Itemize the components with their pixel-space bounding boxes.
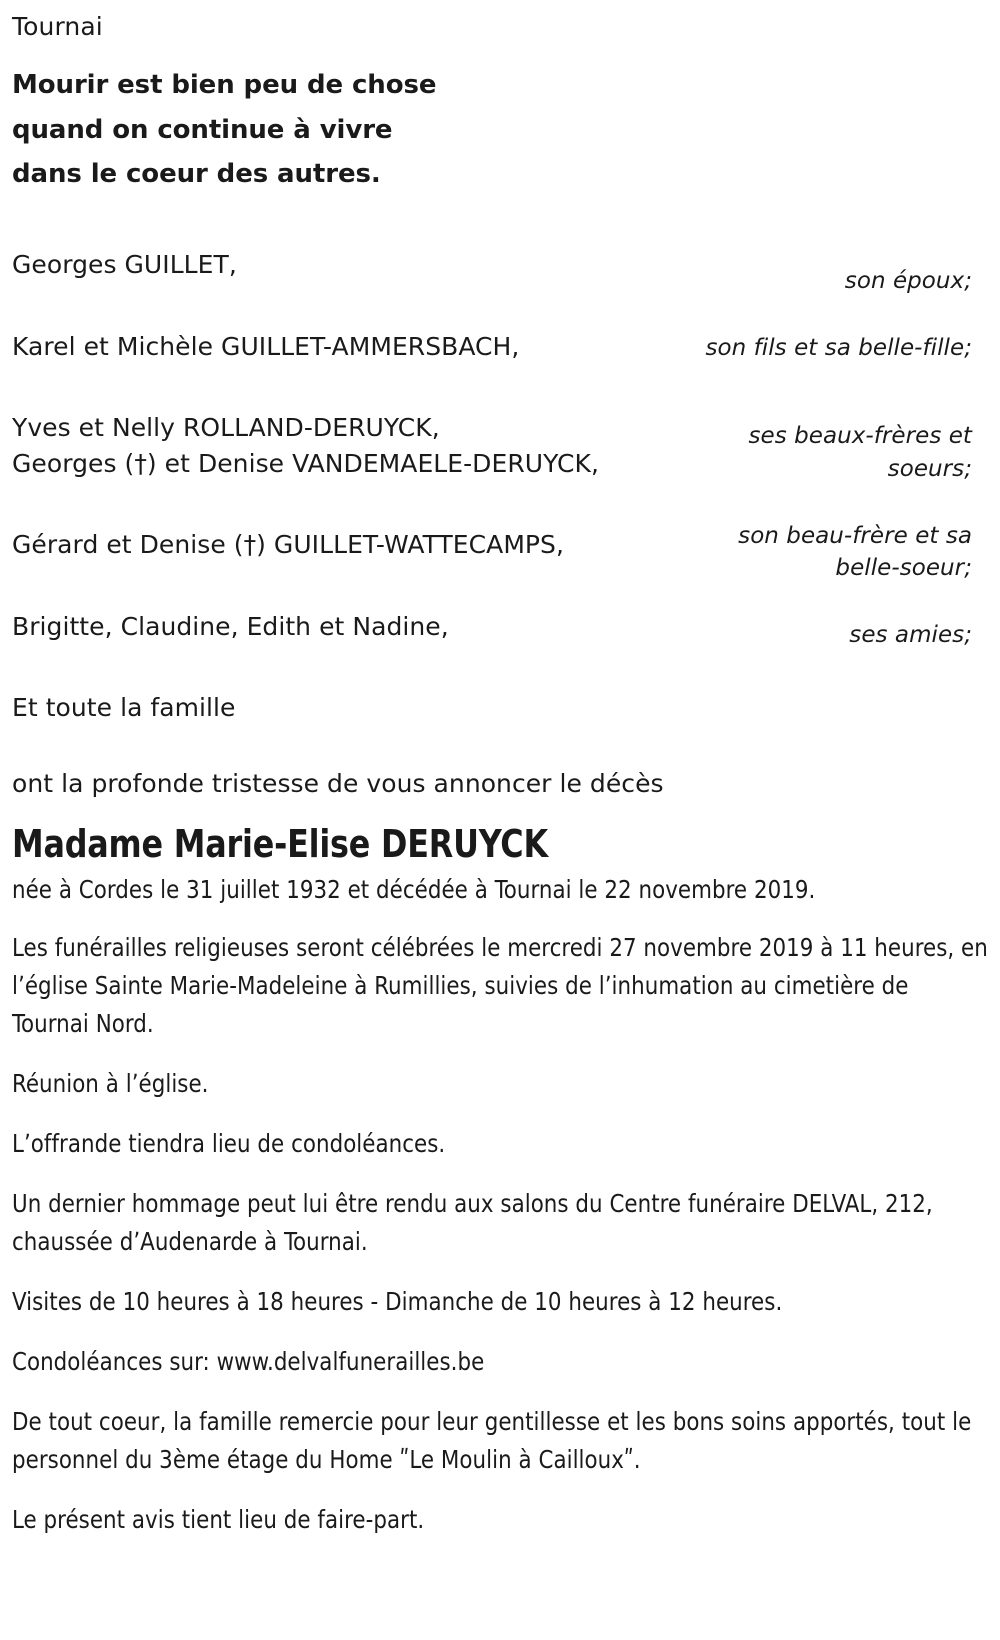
family-name-line: Georges GUILLET,	[12, 250, 237, 280]
relation-label: son beau-frère et sa belle-soeur;	[738, 522, 972, 582]
locality-label: Tournai	[12, 12, 103, 41]
family-name-line: Gérard et Denise (†) GUILLET-WATTECAMPS,	[12, 530, 564, 560]
epigraph-line-3: dans le coeur des autres.	[12, 159, 381, 190]
family-name-line: Brigitte, Claudine, Edith et Nadine,	[12, 611, 449, 641]
visiting-hours: Visites de 10 heures à 18 heures - Dimanche de 10 heures à 12 heures.	[12, 1287, 783, 1317]
family-section	[12, 243, 972, 726]
family-name-line: Karel et Michèle GUILLET-AMMERSBACH,	[12, 331, 520, 361]
relation-label: ses beaux-frères et soeurs;	[748, 423, 972, 483]
family-name-line: Georges (†) et Denise VANDEMAELE-DERUYCK,	[12, 448, 599, 478]
deceased-name: Madame Marie-Elise DERUYCK	[12, 821, 548, 866]
relation-label: son fils et sa belle-fille;	[705, 334, 972, 361]
epigraph-line-2: quand on continue à vivre	[12, 114, 393, 145]
birth-death-line: née à Cordes le 31 juillet 1932 et décédée à Tournai le 22 novembre 2019.	[12, 875, 816, 905]
condolences-link[interactable]: Condoléances sur: www.delvalfunerailles.be	[12, 1347, 485, 1377]
thanks-message: De tout coeur, la famille remercie pour leur gentillesse et les bons soins apportés, tout le personnel du 3ème étage du Home ʺLe Moulin à Caillouxʺ.	[12, 1407, 972, 1475]
offering-note: Lʼoffrande tiendra lieu de condoléances.	[12, 1129, 446, 1159]
relation-label: ses amies;	[849, 622, 972, 649]
announcement-intro: ont la profonde tristesse de vous annoncer le décès	[12, 768, 664, 798]
family-name-line: Et toute la famille	[12, 693, 236, 723]
funeral-details: Les funérailles religieuses seront célébrées le mercredi 27 novembre 2019 à 11 heures, en lʼéglise Sainte Marie-Madeleine à Rumillies, suivies de lʼinhumation au cimetière de Tournai Nord.	[12, 933, 988, 1039]
name-group	[12, 690, 652, 726]
family-name-line: Yves et Nelly ROLLAND-DERUYCK,	[12, 413, 440, 443]
name-group	[12, 609, 652, 645]
name-group	[12, 527, 652, 563]
tribute-location: Un dernier hommage peut lui être rendu aux salons du Centre funéraire DELVAL, 212, chaussée dʼAudenarde à Tournai.	[12, 1189, 933, 1257]
name-group	[12, 329, 652, 365]
family-relations-column	[700, 243, 972, 652]
family-names-column	[12, 243, 652, 726]
closing-note: Le présent avis tient lieu de faire-part.	[12, 1505, 425, 1535]
epigraph-line-1: Mourir est bien peu de chose	[12, 70, 437, 100]
gathering-note: Réunion à lʼéglise.	[12, 1069, 209, 1099]
name-group	[12, 247, 652, 283]
relation-label: son époux;	[844, 268, 972, 295]
epigraph-poem	[12, 63, 972, 197]
name-group	[12, 410, 652, 481]
